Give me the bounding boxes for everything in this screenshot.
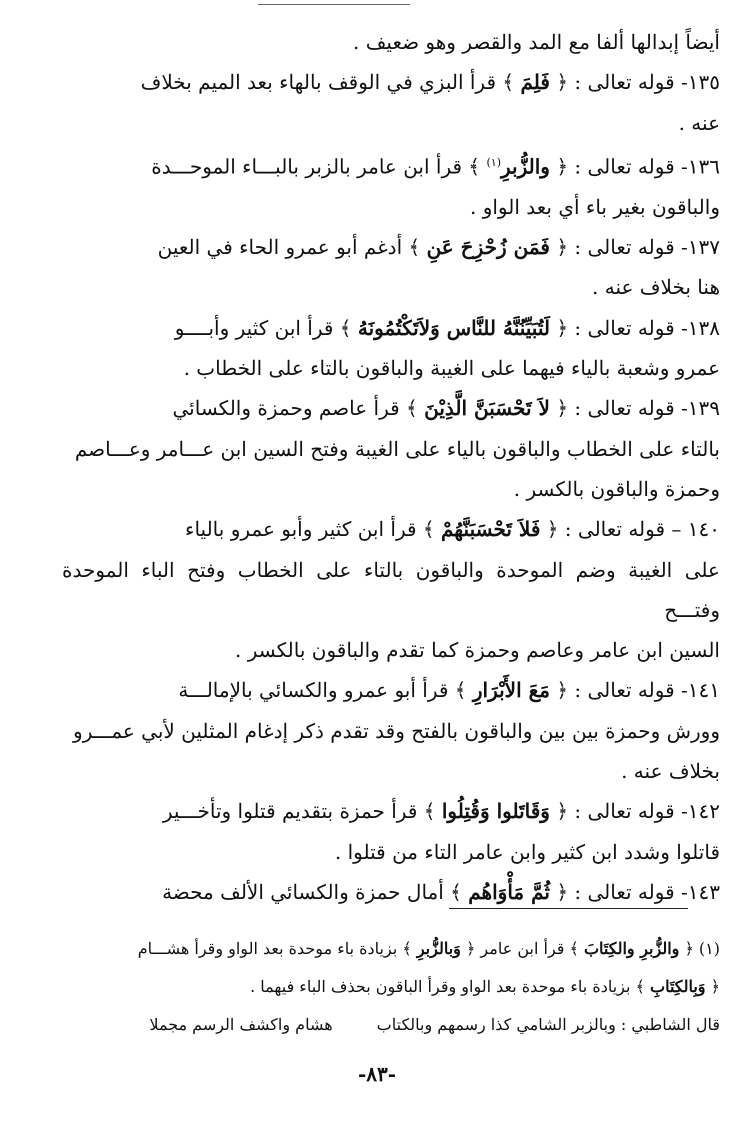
quran-phrase: فَلاَ تَحْسَبَنَّهُمْ [441,517,541,542]
main-text [62,22,720,912]
footnote-verse: قال الشاطبي : وبالزبر الشامي كذا رسمهم وبالكتاب هشام واكشف الرسم مجملا [149,1015,720,1034]
text-line: أيضاً إبدالها ألفا مع المد والقصر وهو ضعيف . [352,30,720,54]
entry-140: ١٤٠ – قوله تعالى : ﴿ فَلاَ تَحْسَبَنَّهُمْ ﴾ قرأ ابن كثير وأبو عمرو بالياء على الغيبة وضم الموحدة والباقون بالتاء على الخطاب وفتح الباء الموحدة وفتـــح السين ابن عامر وعاصم وحمزة كما تقدم والباقون بالكسر . [62,517,720,663]
entry-137: ١٣٧- قوله تعالى : ﴿ فَمَن زُحْزِحَ عَنِ ﴾ أدغم أبو عمرو الحاء في العين هنا بخلاف عنه . [157,235,720,300]
entry-136: ١٣٦- قوله تعالى : ﴿ والزُّبرِ$^{(١)}$ ﴾ قرأ ابن عامر بالزبر بالبـــاء الموحـــدة والباقون بغير باء أي بعد الواو . [151,154,720,219]
footnote-line: (١) ﴿ والزُّبرِ والكِتَابَ ﴾ قرأ ابن عامر ﴿ وَبالزُّبرِ ﴾ بزيادة باء موحدة بعد الواو وقرأ هشـــام [137,939,720,958]
entry-143: ١٤٣- قوله تعالى : ﴿ ثُمَّ مَأْوَاهُم ﴾ أمال حمزة والكسائي الألف محضة [162,879,720,904]
entry-138: ١٣٨- قوله تعالى : ﴿ لَتُبَيِّنُنَّهُ للنَّاس وَلاَتَكْتُمُونَهُ ﴾ قرأ ابن كثير وأبــــو عمرو وشعبة بالياء فيهما على الغيبة والباقون بالتاء على الخطاب . [174,315,720,381]
quran-phrase: وَقَاتَلوا وَقُتِلُوا [441,799,550,824]
entry-139: ١٣٩- قوله تعالى : ﴿ لاَ تَحْسَبَنَّ الَّذِيْنَ ﴾ قرأ عاصم وحمزة والكسائي بالتاء على الخطاب والباقون بالياء على الغيبة وفتح السين ابن عـــامر وعـــاصم وحمزة والباقون بالكسر . [74,396,720,501]
entry-141: ١٤١- قوله تعالى : ﴿ مَعَ الأَبْرَارِ ﴾ قرأ أبو عمرو والكسائي بالإمالـــة وورش وحمزة بين بين والباقون بالفتح وقد تقدم ذكر إدغام المثلين لأبي عمـــرو بخلاف عنه . [73,678,720,783]
footnotes [62,930,720,1044]
footnote-rule [449,908,688,909]
entry-142: ١٤٢- قوله تعالى : ﴿ وَقَاتَلوا وَقُتِلُوا ﴾ قرأ حمزة بتقديم قتلوا وتأخـــير قاتلوا وشدد ابن كثير وابن عامر التاء من قتلوا . [162,799,720,864]
quran-phrase: مَعَ الأَبْرَارِ [472,678,550,703]
quran-phrase: فَمَن زُحْزِحَ عَنِ [426,235,550,260]
top-rule [258,4,410,5]
quran-phrase: والزُّبرِ [501,154,550,179]
footnote-ref: (١) [486,155,502,169]
quran-phrase: لاَ تَحْسَبَنَّ الَّذِيْنَ [424,396,550,421]
quran-phrase: فَلِمَ [520,70,550,95]
entry-135: ١٣٥- قوله تعالى : ﴿ فَلِمَ ﴾ قرأ البزي في الوقف بالهاء بعد الميم بخلاف عنه . [140,70,720,135]
footnote-line: ﴿ وَبِالكِتَابِ ﴾ بزيادة باء موحدة بعد الواو وقرأ الباقون بحذف الباء فيهما . [250,977,720,996]
quran-phrase: لَتُبَيِّنُنَّهُ للنَّاس وَلاَتَكْتُمُونَهُ [357,315,550,340]
quran-phrase: ثُمَّ مَأْوَاهُم [468,879,550,904]
page-number: -٨٣- [357,1062,397,1086]
